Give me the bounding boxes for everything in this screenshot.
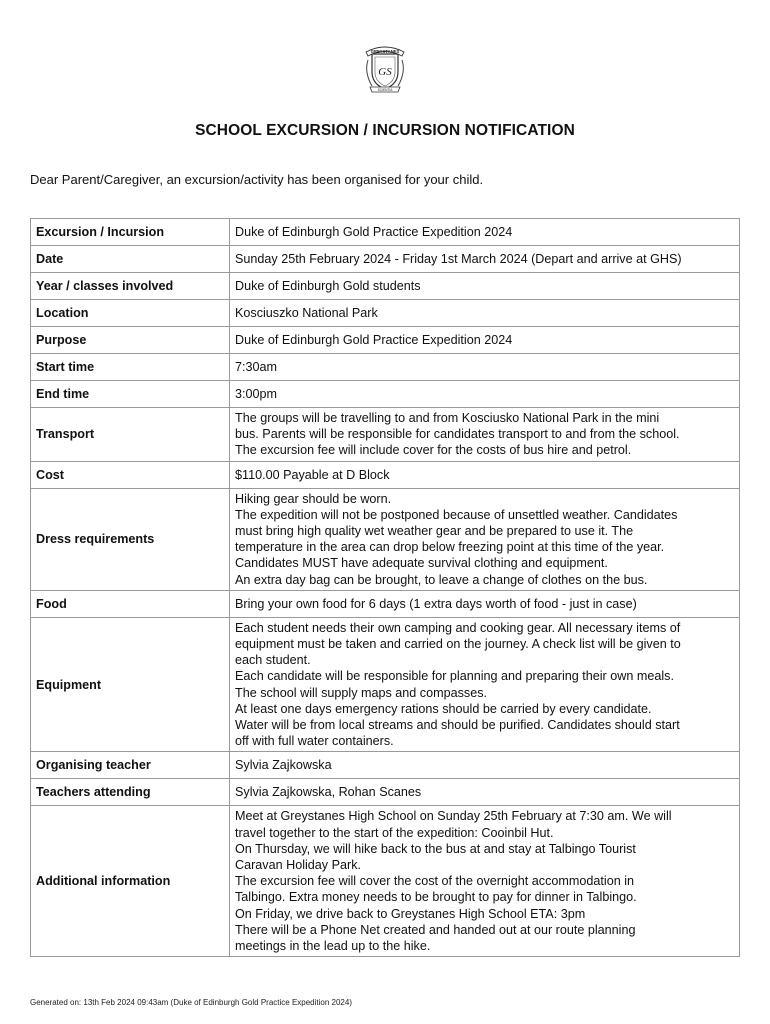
row-label: Dress requirements — [31, 488, 230, 590]
intro-text: Dear Parent/Caregiver, an excursion/activity has been organised for your child. — [30, 172, 484, 187]
table-row — [31, 408, 740, 462]
row-value-line: The excursion fee will include cover for the costs of bus hire and petrol. — [235, 443, 632, 458]
excursion-details-table — [30, 218, 740, 957]
row-value — [230, 779, 740, 806]
row-label: Transport — [31, 408, 230, 462]
crest-monogram: GS — [378, 66, 392, 78]
table-row — [31, 779, 740, 806]
row-value-line: Duke of Edinburgh Gold students — [235, 278, 421, 293]
row-value-line: $110.00 Payable at D Block — [235, 467, 390, 482]
crest-motto: SCIENTIA — [377, 87, 393, 92]
row-value-line: Kosciuszko National Park — [235, 305, 378, 320]
row-value — [230, 327, 740, 354]
row-value — [230, 408, 740, 462]
generated-footer: Generated on: 13th Feb 2024 09:43am (Duke of Edinburgh Gold Practice Expedition 2024) — [30, 998, 352, 1007]
row-value-line: equipment must be taken and carried on the journey. A check list will be given to — [235, 637, 681, 652]
row-value-line: Duke of Edinburgh Gold Practice Expedition 2024 — [235, 224, 513, 239]
row-value-line: Water will be from local streams and should be purified. Candidates should start — [235, 718, 680, 733]
row-value-line: Sylvia Zajkowska — [235, 758, 332, 773]
row-value-line: On Thursday, we will hike back to the bus at and stay at Talbingo Tourist — [235, 841, 636, 856]
row-value — [230, 806, 740, 957]
table-row — [31, 273, 740, 300]
row-value-line: Sunday 25th February 2024 - Friday 1st March 2024 (Depart and arrive at GHS) — [235, 251, 682, 266]
table-row — [31, 300, 740, 327]
table-row — [31, 219, 740, 246]
row-label: Teachers attending — [31, 779, 230, 806]
table-row — [31, 752, 740, 779]
row-value-line: each student. — [235, 653, 311, 668]
row-value — [230, 354, 740, 381]
row-value-line: Candidates MUST have adequate survival clothing and equipment. — [235, 556, 608, 571]
row-value-line: Each candidate will be responsible for planning and preparing their own meals. — [235, 669, 674, 684]
row-label: Purpose — [31, 327, 230, 354]
row-value — [230, 488, 740, 590]
row-value-line: temperature in the area can drop below freezing point at this time of the year. — [235, 540, 665, 555]
row-value-line: On Friday, we drive back to Greystanes High School ETA: 3pm — [235, 906, 586, 921]
row-value-line: Meet at Greystanes High School on Sunday 25th February at 7:30 am. We will — [235, 809, 672, 824]
row-value-line: There will be a Phone Net created and handed out at our route planning — [235, 922, 636, 937]
table-row — [31, 488, 740, 590]
row-value-line: must bring high quality wet weather gear and be prepared to use it. The — [235, 524, 634, 539]
table-row — [31, 381, 740, 408]
row-value — [230, 461, 740, 488]
row-label: Equipment — [31, 617, 230, 752]
row-value-line: Duke of Edinburgh Gold Practice Expedition 2024 — [235, 332, 513, 347]
row-value-line: Bring your own food for 6 days (1 extra days worth of food - just in case) — [235, 596, 637, 611]
row-label: Date — [31, 246, 230, 273]
row-value — [230, 219, 740, 246]
row-value-line: Each student needs their own camping and cooking gear. All necessary items of — [235, 620, 681, 635]
row-value-line: bus. Parents will be responsible for candidates transport to and from the school. — [235, 427, 680, 442]
row-value-line: The expedition will not be postponed because of unsettled weather. Candidates — [235, 507, 678, 522]
row-value — [230, 246, 740, 273]
table-row — [31, 246, 740, 273]
table-row — [31, 617, 740, 752]
row-label: Additional information — [31, 806, 230, 957]
row-label: Year / classes involved — [31, 273, 230, 300]
page-title: SCHOOL EXCURSION / INCURSION NOTIFICATION — [195, 122, 575, 139]
table-row — [31, 590, 740, 617]
row-label: Organising teacher — [31, 752, 230, 779]
row-value — [230, 752, 740, 779]
row-value-line: Talbingo. Extra money needs to be brought to pay for dinner in Talbingo. — [235, 890, 637, 905]
row-value — [230, 273, 740, 300]
row-label: Food — [31, 590, 230, 617]
table-row — [31, 806, 740, 957]
row-value-line: The excursion fee will cover the cost of the overnight accommodation in — [235, 874, 635, 889]
table-row — [31, 354, 740, 381]
row-value-line: Sylvia Zajkowska, Rohan Scanes — [235, 785, 422, 800]
row-label: Location — [31, 300, 230, 327]
row-value-line: The school will supply maps and compasses. — [235, 685, 487, 700]
row-value-line: Caravan Holiday Park. — [235, 858, 361, 873]
row-label: Start time — [31, 354, 230, 381]
row-value — [230, 381, 740, 408]
row-value-line: 3:00pm — [235, 386, 278, 401]
row-value — [230, 590, 740, 617]
table-row — [31, 327, 740, 354]
school-crest-icon — [358, 42, 412, 96]
row-value — [230, 300, 740, 327]
crest-banner-text: GREYSTANES — [370, 49, 400, 54]
row-value-line: Hiking gear should be worn. — [235, 491, 392, 506]
row-value-line: 7:30am — [235, 359, 278, 374]
row-value-line: off with full water containers. — [235, 734, 394, 749]
row-value-line: An extra day bag can be brought, to leave a change of clothes on the bus. — [235, 572, 648, 587]
row-value — [230, 617, 740, 752]
row-label: End time — [31, 381, 230, 408]
row-value-line: At least one days emergency rations should be carried by every candidate. — [235, 701, 652, 716]
row-label: Excursion / Incursion — [31, 219, 230, 246]
table-row — [31, 461, 740, 488]
row-value-line: The groups will be travelling to and from Kosciusko National Park in the mini — [235, 411, 660, 425]
row-value-line: meetings in the lead up to the hike. — [235, 939, 431, 954]
row-value-line: travel together to the start of the expedition: Cooinbil Hut. — [235, 825, 554, 840]
row-label: Cost — [31, 461, 230, 488]
